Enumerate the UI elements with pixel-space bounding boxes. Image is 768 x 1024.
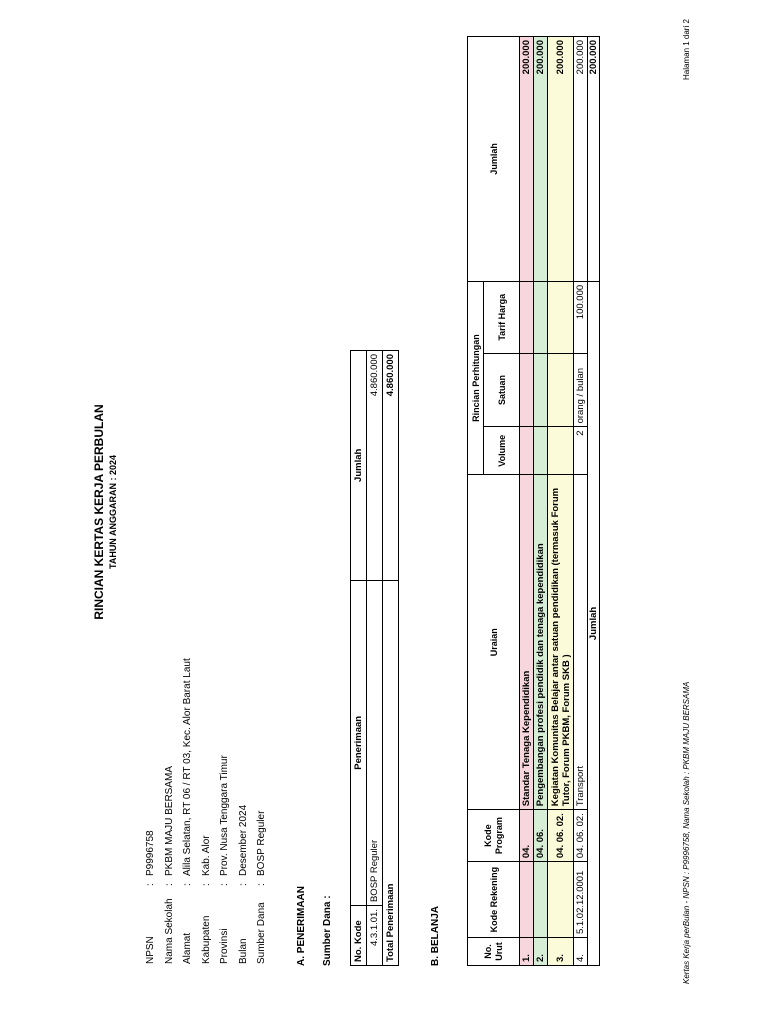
- info-separator: :: [182, 883, 193, 886]
- cell-no: 2.: [534, 938, 548, 966]
- info-value: P9996758: [145, 830, 156, 876]
- total-penerimaan-value: 4.860.000: [383, 351, 399, 581]
- cell-tarif: [520, 281, 534, 353]
- cell-uraian: Kegiatan Komunitas Belajar antar satuan pendidikan (termasuk Forum Tutor, Forum PKBM, Forum SKB ): [548, 475, 574, 810]
- footer-page-number: Halaman 1 dari 2: [682, 19, 691, 80]
- cell-satuan: [520, 353, 534, 427]
- cell-volume: [548, 427, 574, 475]
- info-label: Nama Sekolah: [163, 898, 175, 964]
- cell-kode-program: 04. 06. 02.: [574, 810, 588, 862]
- section-belanja-title: B. BELANJA: [430, 905, 441, 966]
- cell-kode-program: 04.: [520, 810, 534, 862]
- cell-volume: 2: [574, 427, 588, 475]
- header-rincian-perhitungan: Rincian Perhitungan: [468, 281, 484, 474]
- info-separator: :: [200, 883, 212, 886]
- sumber-dana-label: Sumber Dana :: [322, 895, 333, 966]
- info-row-nama-sekolah: [164, 658, 183, 964]
- cell-jumlah: 200.000: [574, 37, 588, 282]
- school-info: [145, 658, 275, 964]
- info-value: Desember 2024: [237, 804, 249, 876]
- cell-volume: [534, 427, 548, 475]
- cell-kode-rekening: 5.1.02.12.0001: [574, 862, 588, 938]
- info-value: BOSP Reguler: [256, 810, 267, 876]
- total-row: [383, 351, 399, 966]
- cell-uraian: Pengembangan profesi pendidik dan tenaga kependidikan: [534, 475, 548, 810]
- info-separator: :: [145, 883, 156, 886]
- cell-jumlah: 200.000: [548, 37, 574, 282]
- header-kode-rekening: Kode Rekening: [468, 862, 520, 938]
- cell-no: 4.: [574, 938, 588, 966]
- cell-satuan: orang / bulan: [574, 353, 588, 427]
- belanja-table: [467, 36, 600, 966]
- header-kode-program: Kode Program: [468, 810, 520, 862]
- table-header-row: [468, 37, 484, 966]
- info-separator: :: [219, 883, 230, 886]
- info-separator: :: [163, 883, 175, 886]
- cell-tarif: [534, 281, 548, 353]
- info-row-sumber-dana: [256, 658, 275, 964]
- cell-tarif: 100.000: [574, 281, 588, 353]
- cell-tarif: [548, 281, 574, 353]
- total-row: [588, 37, 600, 966]
- info-label: Bulan: [237, 938, 249, 964]
- header-volume: Volume: [484, 427, 520, 475]
- info-separator: :: [237, 883, 249, 886]
- cell-kode-rekening: [534, 862, 548, 938]
- cell-kode-program: 04. 06.: [534, 810, 548, 862]
- info-row-bulan: [238, 658, 257, 964]
- table-row: [520, 37, 534, 966]
- table-header-row: [351, 351, 367, 966]
- section-penerimaan-title: A. PENERIMAAN: [296, 885, 307, 966]
- cell-volume: [520, 427, 534, 475]
- header-jumlah: Jumlah: [468, 37, 520, 282]
- cell-kode-program: 04. 06. 02.: [548, 810, 574, 862]
- cell-jumlah: 200.000: [520, 37, 534, 282]
- cell-penerimaan: BOSP Reguler: [367, 580, 383, 905]
- cell-satuan: [548, 353, 574, 427]
- footer-left-text: Kertas Kerja perBulan - NPSN : P9996758, Nama Sekolah : PKBM MAJU BERSAMA: [682, 681, 691, 984]
- penerimaan-table: [350, 350, 399, 966]
- cell-kode: 4.3.1.01.: [367, 906, 383, 966]
- info-row-provinsi: [219, 658, 238, 964]
- cell-kode-rekening: [548, 862, 574, 938]
- info-value: PKBM MAJU BERSAMA: [163, 765, 175, 876]
- cell-uraian: Standar Tenaga Kependidikan: [520, 475, 534, 810]
- header-penerimaan: Penerimaan: [351, 580, 367, 905]
- info-row-alamat: [182, 658, 201, 964]
- info-label: Provinsi: [219, 928, 230, 964]
- info-row-npsn: [145, 658, 164, 964]
- table-row: [367, 351, 383, 966]
- info-label: Sumber Dana: [256, 902, 267, 964]
- header-jumlah: Jumlah: [351, 351, 367, 581]
- header-tarif-harga: Tarif Harga: [484, 281, 520, 353]
- info-label: NPSN: [145, 936, 156, 964]
- table-row: [548, 37, 574, 966]
- cell-no: 3.: [548, 938, 574, 966]
- cell-kode-rekening: [520, 862, 534, 938]
- page-subtitle: TAHUN ANGGARAN : 2024: [108, 455, 118, 570]
- info-value: Alila Selatan, RT 06 / RT 03, Kec. Alor Barat Laut: [182, 658, 193, 876]
- header-uraian: Uraian: [468, 475, 520, 810]
- header-no-urut: No. Urut: [468, 938, 520, 966]
- info-value: Prov. Nusa Tenggara Timur: [219, 755, 230, 876]
- total-penerimaan-label: Total Penerimaan: [383, 580, 399, 965]
- info-label: Kabupaten: [200, 915, 212, 964]
- cell-uraian: Transport: [574, 475, 588, 810]
- header-no-kode: No. Kode: [351, 906, 367, 966]
- header-satuan: Satuan: [484, 353, 520, 427]
- cell-satuan: [534, 353, 548, 427]
- info-label: Alamat: [182, 932, 193, 964]
- cell-jumlah: 4.860.000: [367, 351, 383, 581]
- cell-jumlah: 200.000: [534, 37, 548, 282]
- page-title: RINCIAN KERTAS KERJA PERBULAN: [92, 404, 106, 620]
- info-separator: :: [256, 883, 267, 886]
- info-row-kabupaten: [201, 658, 220, 964]
- cell-no: 1.: [520, 938, 534, 966]
- total-belanja-label: Jumlah: [588, 281, 600, 965]
- info-value: Kab. Alor: [200, 835, 212, 876]
- total-belanja-value: 200.000: [588, 37, 600, 282]
- table-row: [534, 37, 548, 966]
- table-row: [574, 37, 588, 966]
